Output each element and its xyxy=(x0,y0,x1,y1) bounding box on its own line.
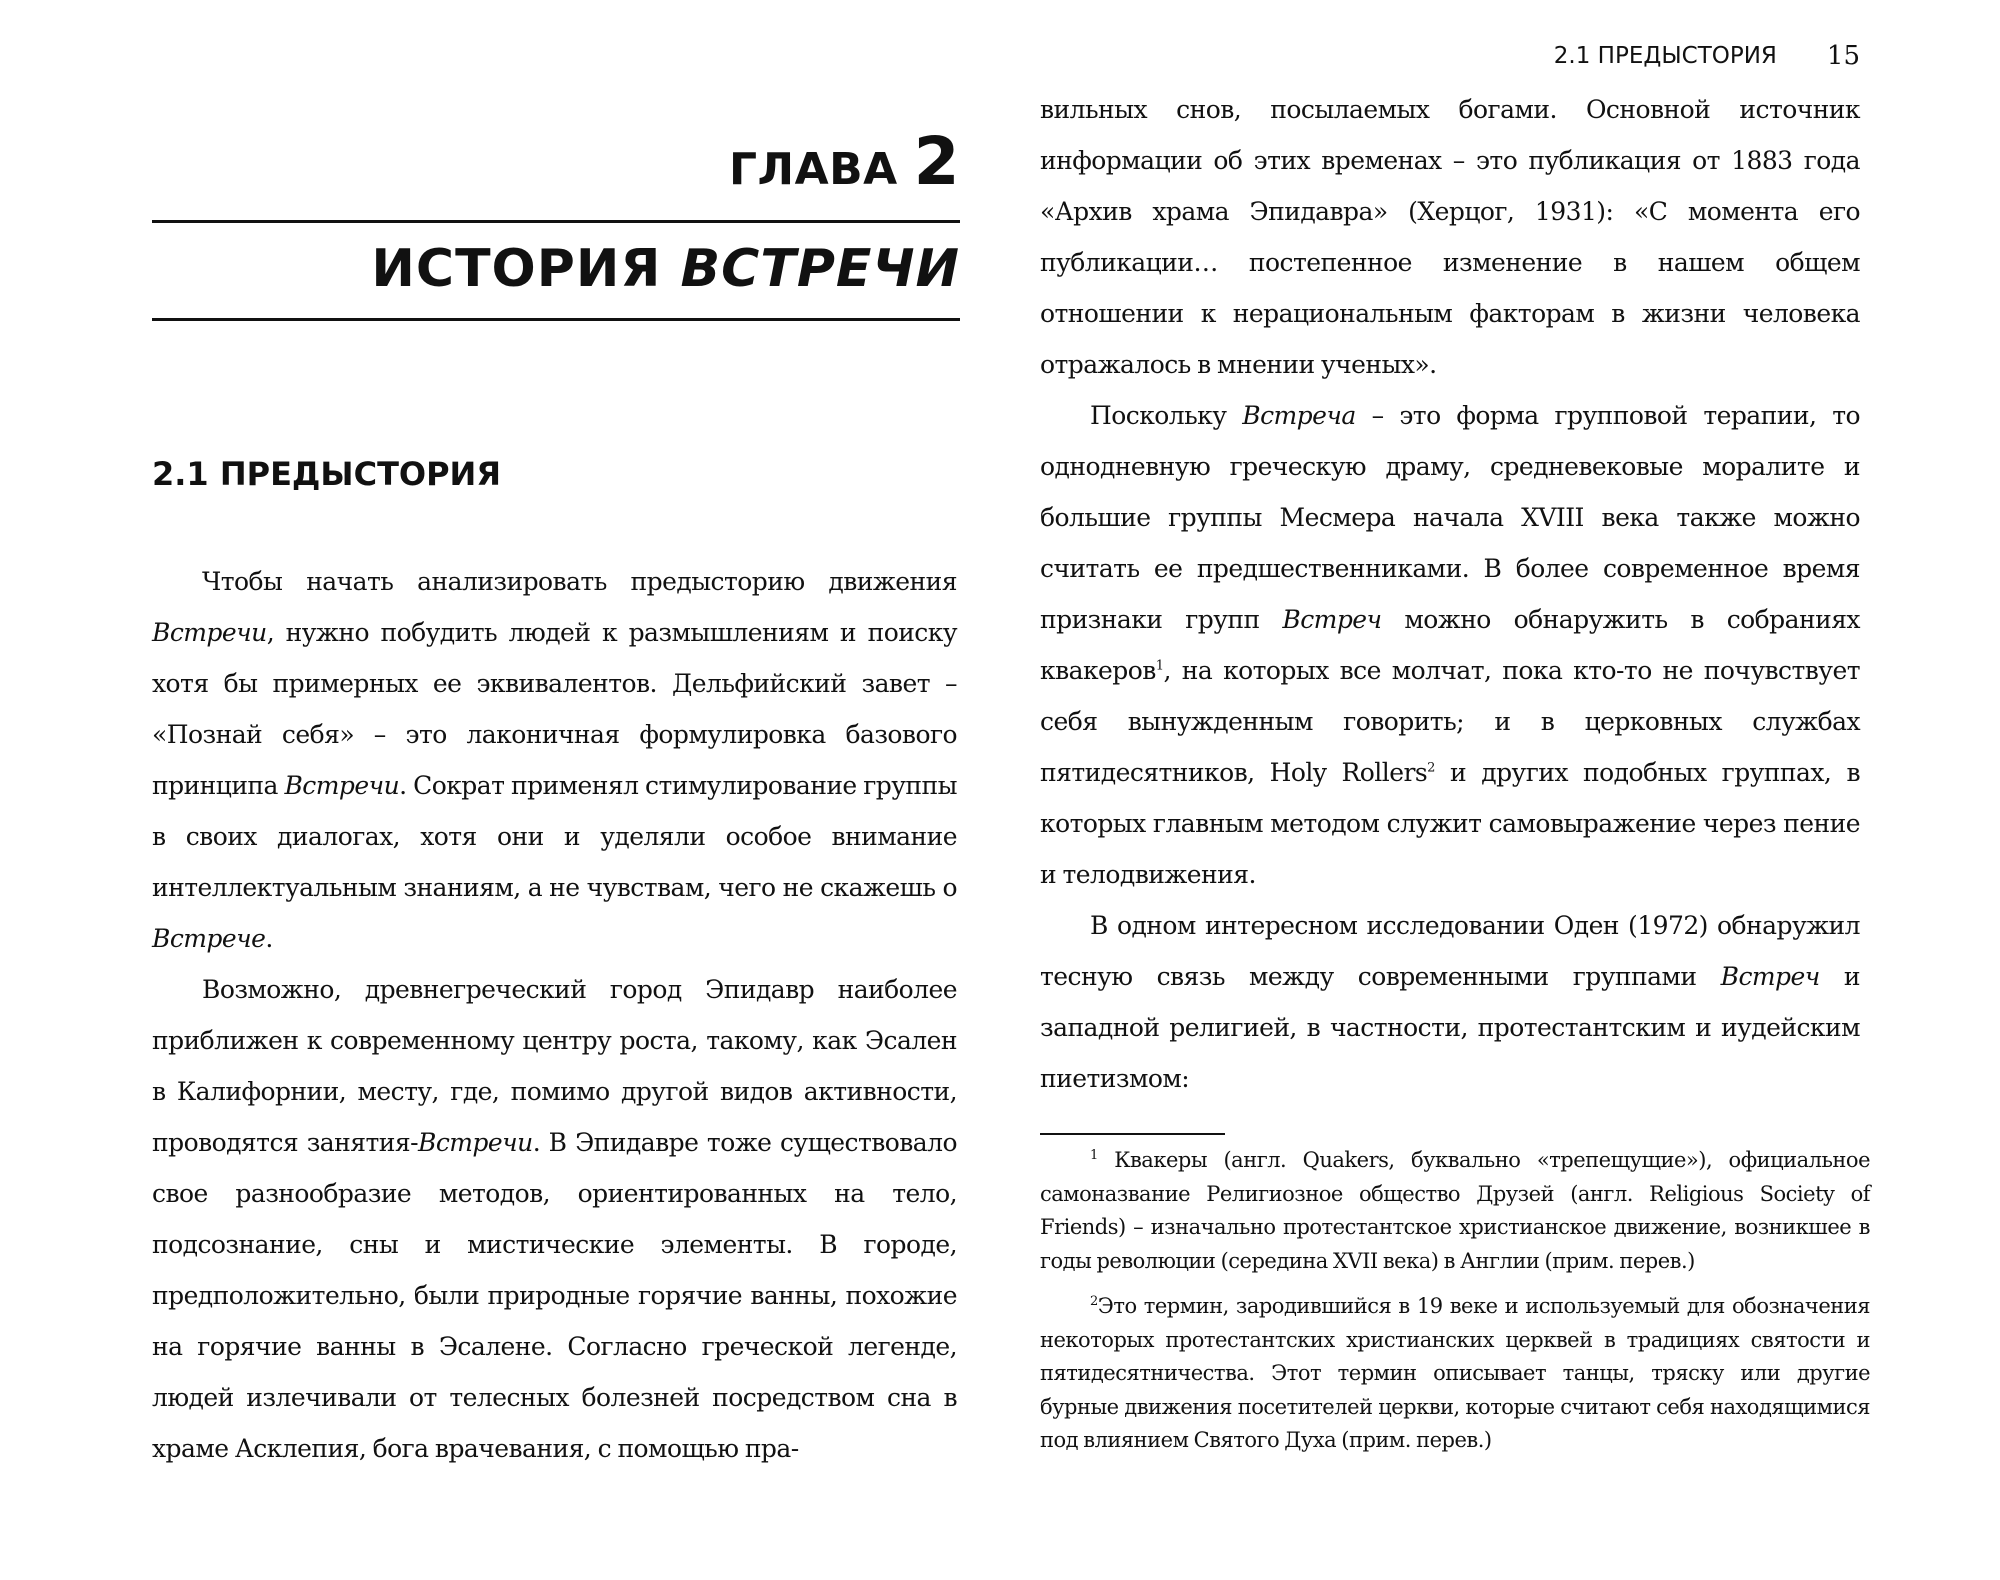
text-run: и других подобных группах, в которых главным методом служит самовыражение через пение и телодвижения. xyxy=(1040,758,1860,889)
text-run: В одном интересном исследовании Оден (1972) обнаружил тесную связь между современными группами xyxy=(1040,911,1860,991)
right-page xyxy=(1000,0,2000,1580)
paragraph: вильных снов, посылаемых богами. Основной источник информации об этих временах – это публикация от 1883 года «Архив храма Эпидавра» (Херцог, 1931): «С момента его публикации… постепенное изменение в нашем общем отношении к нерациональным факторам в жизни человека отражалось в мнении ученых». xyxy=(1040,95,1860,379)
chapter-title-plain: ИСТОРИЯ xyxy=(371,239,662,299)
text-run: Чтобы начать анализировать предысторию движения xyxy=(202,567,957,596)
footnote xyxy=(1040,1144,1870,1278)
paragraph xyxy=(1040,390,1860,900)
footnote-rule xyxy=(1040,1133,1225,1135)
footnote-mark: 2 xyxy=(1090,1294,1098,1309)
italic-term: Встречи xyxy=(284,771,400,800)
paragraph xyxy=(1040,900,1860,1104)
chapter-rule-top xyxy=(152,220,960,223)
chapter-rule-bottom xyxy=(152,318,960,321)
italic-term: Встречи xyxy=(152,618,267,647)
page-number: 15 xyxy=(1826,41,1860,71)
footnotes xyxy=(1040,1144,1870,1470)
text-run: , на которых все молчат, пока кто-то не почувствует себя вынужденным говорить; и в церковных службах пятидесятников, Holy Rollers xyxy=(1040,656,1860,787)
paragraph xyxy=(152,964,957,1474)
chapter-word: ГЛАВА xyxy=(729,144,898,195)
section-heading: 2.1 ПРЕДЫСТОРИЯ xyxy=(152,455,501,493)
chapter-label xyxy=(260,123,960,200)
footnote-ref[interactable]: 1 xyxy=(1155,658,1164,674)
left-body-text xyxy=(152,556,957,1474)
text-run: можно обнаружить в собраниях квакеров xyxy=(1040,605,1860,685)
italic-term: Встреч xyxy=(1720,962,1820,991)
footnote-ref[interactable]: 2 xyxy=(1427,760,1435,776)
italic-term: Встрече xyxy=(152,924,266,953)
running-head xyxy=(1500,36,1860,76)
footnote xyxy=(1040,1290,1870,1458)
text-run: . В Эпидавре тоже существовало свое разнообразие методов, ориентированных на тело, подсознание, сны и мистические элементы. В городе, предположительно, были природные горячие ванны, похожие на горячие ванны в Эсалене. Согласно греческой легенде, людей излечивали от телесных болезней посредством сна в храме Асклепия, бога врачевания, с помощью пра- xyxy=(152,1128,957,1463)
text-run: . xyxy=(265,924,273,953)
running-head-title: 2.1 ПРЕДЫСТОРИЯ xyxy=(1553,43,1777,69)
footnote-mark: 1 xyxy=(1090,1148,1098,1163)
italic-term: Встреча xyxy=(1242,401,1356,430)
text-run: . Сократ применял стимулирование группы в своих диалогах, хотя они и уделяли особое внимание интеллектуальным знаниям, а не чувствам, чего не скажешь о xyxy=(152,771,957,902)
paragraph xyxy=(152,556,957,964)
chapter-title xyxy=(160,226,960,312)
italic-term: Встречи xyxy=(418,1128,533,1157)
text-run: Поскольку xyxy=(1090,401,1243,430)
chapter-title-italic: ВСТРЕЧИ xyxy=(680,239,960,299)
text-run: – это форма групповой терапии, то однодневную греческую драму, средневековые моралите и большие группы Месмера начала XVIII века также можно считать ее предшественниками. В более современное время признаки групп xyxy=(1040,401,1860,634)
footnote-text: Квакеры (англ. Quakers, буквально «трепещущие»), официальное самоназвание Религиозное общество Друзей (англ. Religious Society of Friends) – изначально протестантское христианское движение, возникшее в годы революции (середина XVII века) в Англии (прим. перев.) xyxy=(1040,1148,1870,1273)
text-run: , нужно побудить людей к размышлениям и поиску хотя бы примерных ее эквивалентов. Дельфийский завет – «Познай себя» – это лаконичная формулировка базового принципа xyxy=(152,618,957,800)
footnote-text: Это термин, зародившийся в 19 веке и используемый для обозначения некоторых протестантских христианских церквей в традициях святости и пятидесятничества. Этот термин описывает танцы, тряску или другие бурные движения посетителей церкви, которые считают себя находящимися под влиянием Святого Духа (прим. перев.) xyxy=(1040,1294,1870,1452)
text-run: и западной религией, в частности, протестантским и иудейским пиетизмом: xyxy=(1040,962,1860,1093)
chapter-number: 2 xyxy=(913,123,960,200)
right-body-text xyxy=(1040,84,1860,1104)
italic-term: Встреч xyxy=(1282,605,1382,634)
text-run: Возможно, древнегреческий город Эпидавр наиболее приближен к современному центру роста, такому, как Эсален в Калифорнии, месту, где, помимо другой видов активности, проводятся занятия- xyxy=(152,975,957,1157)
